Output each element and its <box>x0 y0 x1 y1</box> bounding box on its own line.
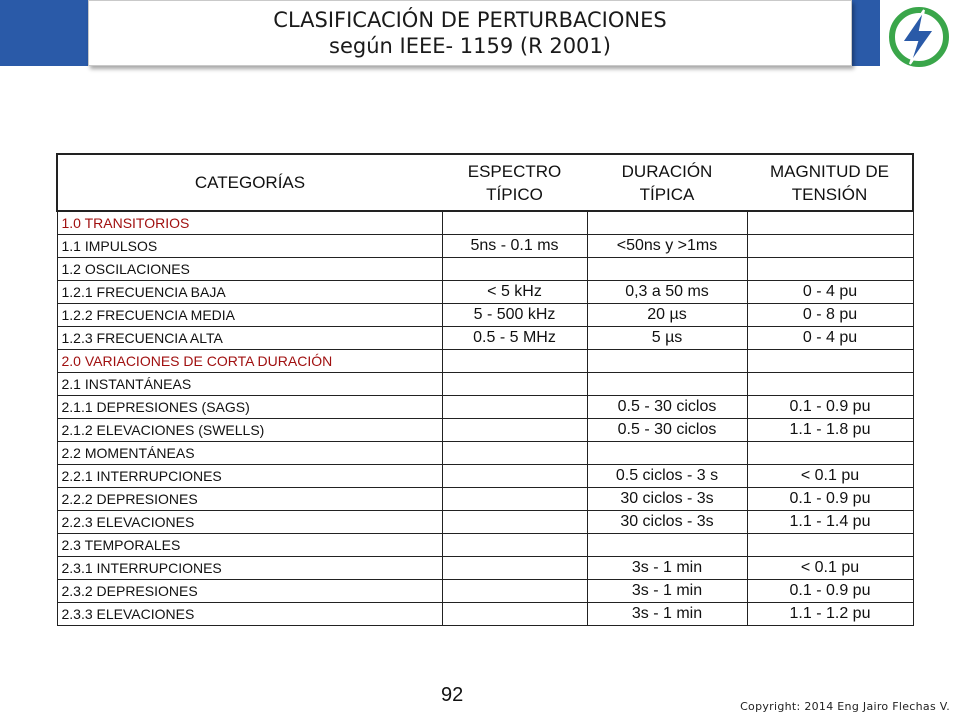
row-magnitude <box>747 211 913 235</box>
row-magnitude: 1.1 - 1.4 pu <box>747 511 913 534</box>
row-duration: 0.5 - 30 ciclos <box>587 419 747 442</box>
row-category: 1.2.2 FRECUENCIA MEDIA <box>57 304 442 327</box>
row-category: 2.2.2 DEPRESIONES <box>57 488 442 511</box>
row-category: 2.3.2 DEPRESIONES <box>57 580 442 603</box>
row-magnitude: < 0.1 pu <box>747 465 913 488</box>
row-duration: 30 ciclos - 3s <box>587 511 747 534</box>
table-row <box>57 488 913 511</box>
disturbance-table <box>56 153 914 626</box>
row-duration: 3s - 1 min <box>587 557 747 580</box>
row-spectrum <box>442 258 587 281</box>
row-magnitude: 0 - 4 pu <box>747 327 913 350</box>
row-category: 2.2 MOMENTÁNEAS <box>57 442 442 465</box>
row-spectrum <box>442 511 587 534</box>
row-magnitude: 0.1 - 0.9 pu <box>747 488 913 511</box>
table-row <box>57 350 913 373</box>
row-category: 2.3 TEMPORALES <box>57 534 442 557</box>
table-row <box>57 235 913 258</box>
row-category: 2.3.1 INTERRUPCIONES <box>57 557 442 580</box>
row-duration: 20 µs <box>587 304 747 327</box>
row-duration: 0.5 - 30 ciclos <box>587 396 747 419</box>
row-duration: 0,3 a 50 ms <box>587 281 747 304</box>
row-duration <box>587 534 747 557</box>
row-spectrum: 5 - 500 kHz <box>442 304 587 327</box>
row-magnitude <box>747 534 913 557</box>
row-spectrum <box>442 442 587 465</box>
header-category: CATEGORÍAS <box>57 154 442 211</box>
row-spectrum <box>442 211 587 235</box>
row-category: 2.2.1 INTERRUPCIONES <box>57 465 442 488</box>
row-duration <box>587 373 747 396</box>
table-header-row <box>57 154 913 211</box>
row-spectrum <box>442 557 587 580</box>
table-row <box>57 603 913 626</box>
row-spectrum <box>442 396 587 419</box>
row-duration: 5 µs <box>587 327 747 350</box>
row-spectrum <box>442 350 587 373</box>
table-row <box>57 281 913 304</box>
table-row <box>57 534 913 557</box>
row-category: 2.0 VARIACIONES DE CORTA DURACIÓN <box>57 350 442 373</box>
row-magnitude <box>747 442 913 465</box>
row-spectrum <box>442 534 587 557</box>
row-magnitude <box>747 373 913 396</box>
row-category: 1.1 IMPULSOS <box>57 235 442 258</box>
row-duration <box>587 211 747 235</box>
row-spectrum <box>442 373 587 396</box>
header-spectrum: ESPECTRO TÍPICO <box>442 154 587 211</box>
table-row <box>57 419 913 442</box>
row-duration: 3s - 1 min <box>587 603 747 626</box>
table-row <box>57 327 913 350</box>
table-row <box>57 557 913 580</box>
title-box <box>88 0 852 66</box>
row-duration <box>587 442 747 465</box>
row-magnitude: 0 - 8 pu <box>747 304 913 327</box>
header-magnitude: MAGNITUD DE TENSIÓN <box>747 154 913 211</box>
row-duration <box>587 350 747 373</box>
table-row <box>57 511 913 534</box>
row-category: 1.2.3 FRECUENCIA ALTA <box>57 327 442 350</box>
table-row <box>57 304 913 327</box>
row-category: 2.3.3 ELEVACIONES <box>57 603 442 626</box>
row-duration: 30 ciclos - 3s <box>587 488 747 511</box>
row-spectrum: 0.5 - 5 MHz <box>442 327 587 350</box>
row-duration <box>587 258 747 281</box>
row-category: 1.0 TRANSITORIOS <box>57 211 442 235</box>
row-category: 2.1.1 DEPRESIONES (SAGS) <box>57 396 442 419</box>
left-blue-banner <box>0 0 88 66</box>
row-magnitude: 0 - 4 pu <box>747 281 913 304</box>
row-duration: 0.5 ciclos - 3 s <box>587 465 747 488</box>
row-magnitude: 0.1 - 0.9 pu <box>747 396 913 419</box>
row-duration: <50ns y >1ms <box>587 235 747 258</box>
row-magnitude <box>747 258 913 281</box>
title-line-1: CLASIFICACIÓN DE PERTURBACIONES <box>273 8 667 32</box>
row-magnitude: < 0.1 pu <box>747 557 913 580</box>
row-magnitude: 0.1 - 0.9 pu <box>747 580 913 603</box>
row-category: 1.2 OSCILACIONES <box>57 258 442 281</box>
header-duration: DURACIÓN TÍPICA <box>587 154 747 211</box>
row-spectrum: < 5 kHz <box>442 281 587 304</box>
table-row <box>57 211 913 235</box>
row-spectrum <box>442 419 587 442</box>
row-magnitude <box>747 350 913 373</box>
page-number: 92 <box>441 684 464 706</box>
table-row <box>57 580 913 603</box>
title-line-2: según IEEE- 1159 (R 2001) <box>329 34 611 58</box>
table-row <box>57 465 913 488</box>
row-spectrum <box>442 603 587 626</box>
row-spectrum <box>442 488 587 511</box>
row-magnitude <box>747 235 913 258</box>
lightning-bolt-icon <box>888 6 950 68</box>
row-magnitude: 1.1 - 1.2 pu <box>747 603 913 626</box>
row-spectrum: 5ns - 0.1 ms <box>442 235 587 258</box>
table-row <box>57 442 913 465</box>
row-magnitude: 1.1 - 1.8 pu <box>747 419 913 442</box>
right-blue-banner <box>850 0 880 66</box>
table-row <box>57 258 913 281</box>
table-row <box>57 373 913 396</box>
row-spectrum <box>442 580 587 603</box>
row-duration: 3s - 1 min <box>587 580 747 603</box>
row-category: 2.1.2 ELEVACIONES (SWELLS) <box>57 419 442 442</box>
row-spectrum <box>442 465 587 488</box>
row-category: 1.2.1 FRECUENCIA BAJA <box>57 281 442 304</box>
copyright-text: Copyright: 2014 Eng Jairo Flechas V. <box>740 700 950 713</box>
row-category: 2.1 INSTANTÁNEAS <box>57 373 442 396</box>
row-category: 2.2.3 ELEVACIONES <box>57 511 442 534</box>
table-row <box>57 396 913 419</box>
